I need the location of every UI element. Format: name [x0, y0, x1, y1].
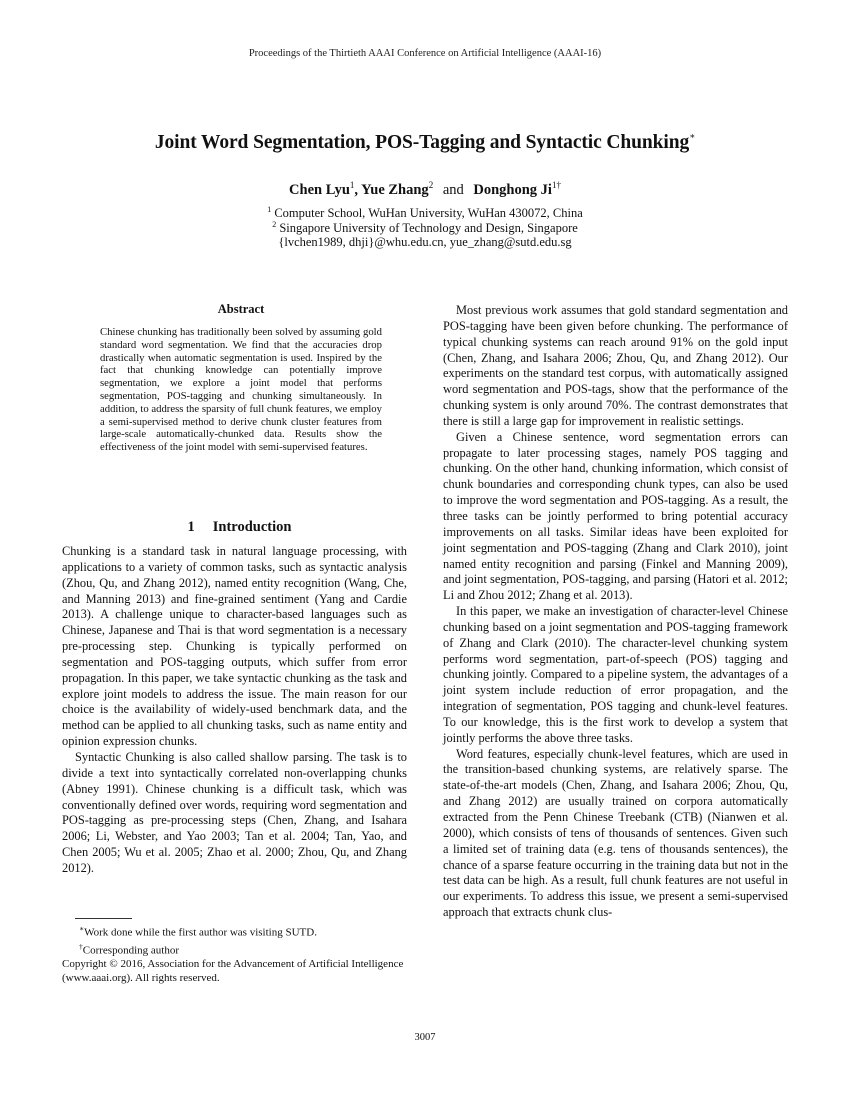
paragraph: Word features, especially chunk-level features, which are used in the transition-based chunking systems, are relatively sparse. The state-of-the-art models (Chen, Zhang, and Isahara 2006; Zhou, Qu, and Zhang 2012) are usually trained on corpora automatically extracted from the Penn Chinese Treebank (CTB) (Nianwen et al. 2000), which consists of tens of thousands of sentences. Given such a limited set of training data (e.g. tens of thousands sentences), the chance of a sparse feature occurring in the training data but not in the test data can be high. As a result, full chunk features are not useful in our experiments. To address this issue, we present a semi-supervised approach that extracts chunk clus-	[443, 746, 788, 920]
conference-header: Proceedings of the Thirtieth AAAI Conference on Artificial Intelligence (AAAI-16)	[248, 48, 602, 59]
author-conjunction: and	[442, 181, 464, 198]
title-text: Joint Word Segmentation, POS-Tagging and Syntactic Chunking	[154, 132, 690, 153]
paragraph: Chunking is a standard task in natural language processing, with applications to a variety of common tasks, such as syntactic analysis (Zhou, Qu, and Zhang 2012), named entity recognition (Wang, Che, and Manning 2013) and fine-grained sentiment (Yang and Cardie 2013). A challenge unique to character-based languages such as Chinese, Japanese and Thai is that word segmentation is a necessary pre-processing step. Chunking is typically performed on segmentation and POS-tagging outputs, which suffer from error propagation. In this paper, we take syntactic chunking as the task and explore joint models to address the issue. The main reason for our choice is the availability of widely-used benchmark data, and the method can be applied to all chunking tasks, such as name entity and opinion expression chunks.	[62, 544, 407, 749]
copyright-notice: Copyright © 2016, Association for the Advancement of Artificial Intelligence (www.aaai.org). All rights reserved.	[62, 958, 404, 984]
section-heading	[62, 519, 417, 536]
author-name: Donghong Ji	[473, 181, 552, 198]
footnote	[62, 922, 407, 940]
affil-mark: 2	[272, 220, 277, 229]
title-footnote-mark: ∗	[689, 130, 696, 141]
section-number: 1	[187, 519, 195, 535]
author-emails: {lvchen1989, dhji}@whu.edu.cn, yue_zhang@sutd.edu.sg	[278, 235, 572, 249]
footnote-mark: †	[79, 942, 83, 952]
author-affil-mark: 1	[349, 180, 355, 190]
left-column-body	[62, 544, 407, 877]
footnote-text: Corresponding author	[82, 944, 179, 957]
affil-text: Computer School, WuHan University, WuHan 430072, China	[274, 206, 583, 221]
author-name: Yue Zhang	[361, 181, 429, 198]
author-list: Chen Lyu$^1$, Yue Zhang$^2$ and Donghong $Ji^{1\dagger}$	[289, 180, 561, 198]
affil-text: Singapore University of Technology and Design, Singapore	[279, 221, 578, 236]
paragraph: Syntactic Chunking is also called shallow parsing. The task is to divide a text into syntactically correlated non-overlapping chunks (Abney 1991). Chinese chunking is a difficult task, which was conventionally defined over words, requiring word segmentation and POS-tagging as pre-processing steps (Chen, Zhang, and Isahara 2006; Li, Webster, and Yao 2003; Tan et al. 2004; Tan, Yao, and Chen 2005; Wu et al. 2005; Zhao et al. 2000; Zhou, Qu, and Zhang 2012).	[62, 749, 407, 875]
author-name: Chen Lyu	[289, 181, 350, 198]
paper-title	[0, 132, 850, 154]
footnote-mark: ∗	[79, 924, 85, 933]
paragraph: In this paper, we make an investigation of character-level Chinese chunking based on a joint segmentation and POS-tagging framework of Zhang and Clark (2010). The character-level chunking system performs word segmentation, part-of-speech (POS) tagging and chunking jointly. Compared to a pipeline system, the advantages of a joint system include reduction of error propagation, and the integration of segmentation, POS tagging and chunk-level features. To our knowledge, this is the first work to develop a system that jointly performs the above three tasks.	[443, 604, 788, 745]
author-affil-mark: 1†	[551, 180, 561, 190]
section-title: Introduction	[212, 519, 292, 535]
footnote-text: Work done while the first author was visiting SUTD.	[84, 926, 317, 939]
affiliation	[0, 220, 850, 236]
abstract-body: Chinese chunking has traditionally been solved by assuming gold standard word segmentation. We find that the accuracies drop drastically when automatic segmentation is used. Inspired by the fact that chunking knowledge can potentially improve segmentation, we explore a joint model that performs segmentation, POS-tagging and chunking simultaneously. In addition, to address the sparsity of full chunk features, we employ a semi-supervised method to derive chunk cluster features from large-scale automatically-chunked data. Results show the effectiveness of the joint model with semi-supervised features.	[100, 326, 382, 454]
paragraph: Most previous work assumes that gold standard segmentation and POS-tagging have been given before chunking. The performance of typical chunking systems can reach around 91% on the gold input (Chen, Zhang, and Isahara 2006; Zhou, Qu, and Zhang 2012). Our experiments on the standard test corpus, with automatically assigned word segmentation and POS-tags, show that the performance of the chunking system is only around 70%. The contrast demonstrates that there is still a large gap for improvement in realistic settings.	[443, 303, 788, 428]
page-number: 3007	[414, 1032, 436, 1043]
footnote-rule	[75, 918, 132, 919]
affiliation	[0, 205, 850, 221]
footnote	[62, 940, 407, 958]
author-affil-mark: 2	[428, 180, 434, 190]
footnotes	[62, 922, 407, 985]
right-column-body	[443, 303, 788, 921]
abstract-heading: Abstract	[217, 302, 265, 316]
paragraph: Given a Chinese sentence, word segmentation errors can propagate to later processing stages, namely POS tagging and chunking. On the other hand, chunking information, which consist of chunk boundaries and corresponding chunk types, can also be used to improve the word segmentation and POS-tagging. As a result, the three tasks can be jointly performed to bring potential accuracy improvements on all tasks. Similar ideas have been exploited for joint segmentation and POS-tagging (Zhang and Clark 2010), joint named entity recognition and parsing (Finkel and Manning 2009), and joint segmentation, POS-tagging, and parsing (Hatori et al. 2012; Li and Zhou 2012; Zhang et al. 2013).	[443, 429, 788, 603]
affil-mark: 1	[267, 205, 272, 214]
